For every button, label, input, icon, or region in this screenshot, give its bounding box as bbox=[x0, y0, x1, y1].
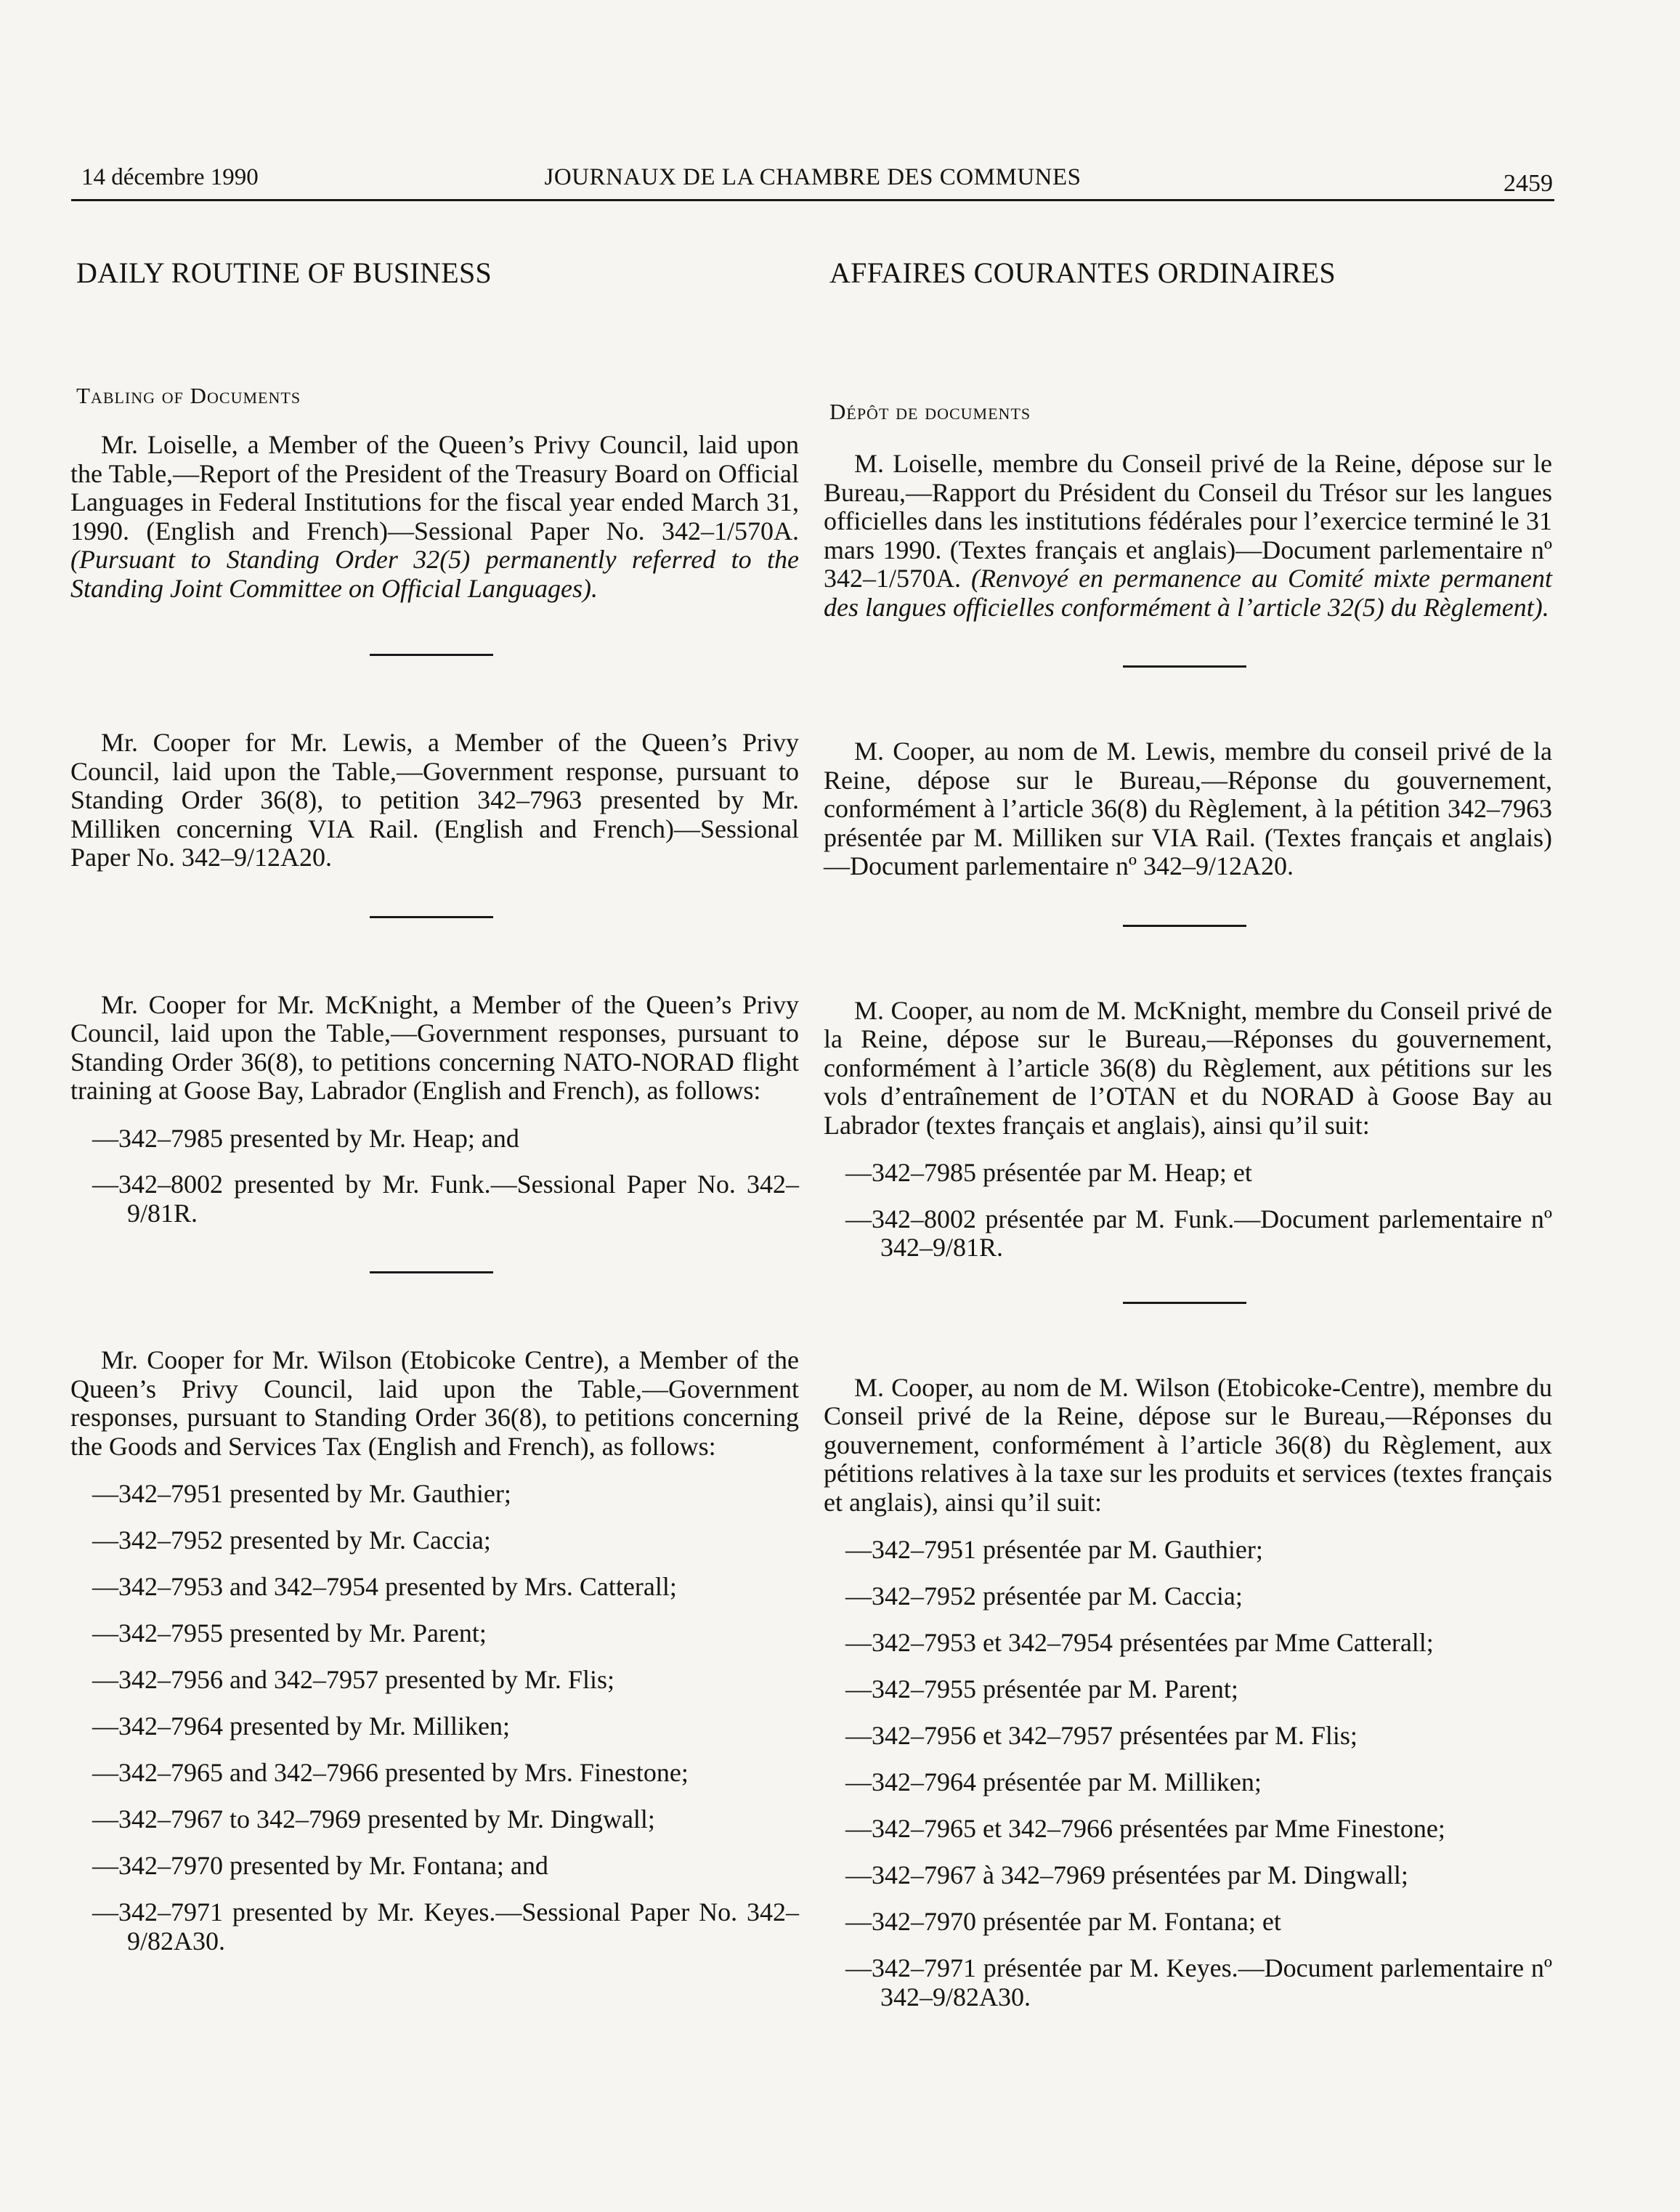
separator-rule bbox=[370, 654, 493, 656]
list-item: —342–8002 présentée par M. Funk.—Document parlementaire nº 342–9/81R. bbox=[845, 1204, 1552, 1262]
header-date: 14 décembre 1990 bbox=[81, 164, 259, 190]
paragraph-en-2: Mr. Cooper for Mr. Lewis, a Member of the Queen’s Privy Council, laid upon the Table,—Government response, pursuant to Standing Order 36(8), to petition 342–7963 presented by Mr. Milliken concerning VIA Rail. (English and French)—Sessional Paper No. 342–9/12A20. bbox=[70, 728, 799, 872]
paragraph-en-4: Mr. Cooper for Mr. Wilson (Etobicoke Centre), a Member of the Queen’s Privy Council, laid upon the Table,—Government responses, pursuant to Standing Order 36(8), to petitions concerning the Goods and Services Tax (English and French), as follows: bbox=[70, 1345, 799, 1461]
list-item: —342–7952 présentée par M. Caccia; bbox=[845, 1581, 1243, 1611]
list-item: —342–7955 presented by Mr. Parent; bbox=[92, 1619, 487, 1648]
list-item: —342–8002 presented by Mr. Funk.—Sessional Paper No. 342–9/81R. bbox=[92, 1170, 799, 1228]
list-item: —342–7964 présentée par M. Milliken; bbox=[845, 1767, 1262, 1796]
petition-list-en-2 bbox=[70, 1480, 799, 1956]
separator-rule bbox=[1123, 665, 1246, 668]
list-item: —342–7956 and 342–7957 presented by Mr. Flis; bbox=[92, 1665, 614, 1694]
list-item: —342–7967 to 342–7969 presented by Mr. Dingwall; bbox=[92, 1804, 655, 1834]
paragraph-en-3: Mr. Cooper for Mr. McKnight, a Member of the Queen’s Privy Council, laid upon the Table,—Government responses, pursuant to Standing Order 36(8), to petitions concerning NATO-NORAD flight training at Goose Bay, Labrador (English and French), as follows: bbox=[70, 989, 799, 1105]
petition-list-fr-2 bbox=[824, 1536, 1552, 2012]
list-item: —342–7967 à 342–7969 présentées par M. Dingwall; bbox=[845, 1860, 1408, 1889]
paragraph-fr-1-text: M. Loiselle, membre du Conseil privé de la Reine, dépose sur le Bureau,—Rapport du Président du Conseil du Trésor sur les langues officielles dans les institutions fédérales pour l’exercice terminé le 31 mars 1990. (Textes français et anglais)—Document parlementaire nº 342–1/570A. bbox=[824, 449, 1552, 593]
list-item: —342–7952 presented by Mr. Caccia; bbox=[92, 1526, 491, 1555]
english-column bbox=[70, 247, 799, 1974]
list-item: —342–7970 présentée par M. Fontana; et bbox=[845, 1907, 1281, 1936]
list-item: —342–7956 et 342–7957 présentées par M. Flis; bbox=[845, 1721, 1358, 1750]
list-item: —342–7965 et 342–7966 présentées par Mme Finestone; bbox=[845, 1814, 1445, 1843]
list-item: —342–7951 présentée par M. Gauthier; bbox=[845, 1535, 1263, 1564]
petition-list-fr-1 bbox=[824, 1159, 1552, 1263]
section-title-fr: AFFAIRES COURANTES ORDINAIRES bbox=[829, 256, 1336, 289]
paragraph-fr-4: M. Cooper, au nom de M. Wilson (Etobicoke-Centre), membre du Conseil privé de la Reine, dépose sur le Bureau,—Réponses du gouvernement, conformément à l’article 36(8) du Règlement, aux pétitions relatives à la taxe sur les produits et services (textes français et anglais), ainsi qu’il suit: bbox=[824, 1372, 1552, 1517]
list-item: —342–7965 and 342–7966 presented by Mrs. Finestone; bbox=[92, 1758, 689, 1787]
list-item: —342–7955 présentée par M. Parent; bbox=[845, 1674, 1238, 1703]
list-item: —342–7951 presented by Mr. Gauthier; bbox=[92, 1479, 511, 1508]
paragraph-fr-1-italic: (Renvoyé en permanence au Comité mixte permanent des langues officielles conformément à l’article 32(5) du Règlement). bbox=[824, 564, 1552, 622]
header-title: JOURNAUX DE LA CHAMBRE DES COMMUNES bbox=[544, 164, 1082, 190]
petition-list-en-1 bbox=[70, 1125, 799, 1228]
paragraph-en-1-text: Mr. Loiselle, a Member of the Queen’s Privy Council, laid upon the Table,—Report of the President of the Treasury Board on Official Languages in Federal Institutions for the fiscal year ended March 31, 1990. (English and French)—Sessional Paper No. 342–1/570A. bbox=[70, 430, 799, 546]
french-column bbox=[824, 247, 1552, 2030]
paragraph-en-1-italic: (Pursuant to Standing Order 32(5) permanently referred to the Standing Joint Committee on Official Languages). bbox=[70, 545, 799, 603]
paragraph-fr-2: M. Cooper, au nom de M. Lewis, membre du conseil privé de la Reine, dépose sur le Bureau,—Réponse du gouvernement, conformément à l’article 36(8) du Règlement, à la pétition 342–7963 présentée par M. Milliken sur VIA Rail. (Textes français et anglais)—Document parlementaire nº 342–9/12A20. bbox=[824, 737, 1552, 880]
separator-rule bbox=[370, 1271, 493, 1273]
list-item: —342–7964 presented by Mr. Milliken; bbox=[92, 1711, 510, 1741]
page-header bbox=[71, 161, 1554, 201]
list-item: —342–7953 and 342–7954 presented by Mrs. Catterall; bbox=[92, 1572, 677, 1601]
separator-rule bbox=[1123, 1302, 1246, 1304]
section-title-en: DAILY ROUTINE OF BUSINESS bbox=[76, 256, 492, 289]
list-item: —342–7985 présentée par M. Heap; et bbox=[845, 1158, 1252, 1187]
paragraph-fr-1 bbox=[824, 450, 1552, 622]
subtitle-en: Tabling of Documents bbox=[76, 383, 301, 408]
paragraph-en-1 bbox=[70, 431, 799, 603]
page-number: 2459 bbox=[1504, 170, 1553, 197]
separator-rule bbox=[1123, 925, 1246, 927]
list-item: —342–7971 presented by Mr. Keyes.—Sessional Paper No. 342–9/82A30. bbox=[92, 1897, 799, 1956]
list-item: —342–7985 presented by Mr. Heap; and bbox=[92, 1123, 519, 1153]
subtitle-fr: Dépôt de documents bbox=[829, 399, 1031, 424]
separator-rule bbox=[370, 916, 493, 918]
list-item: —342–7970 presented by Mr. Fontana; and bbox=[92, 1851, 548, 1880]
paragraph-fr-3: M. Cooper, au nom de M. McKnight, membre du Conseil privé de la Reine, dépose sur le Bureau,—Réponses du gouvernement, conformément à l’article 36(8) du Règlement, aux pétitions sur les vols d’entraînement de l’OTAN et du NORAD à Goose Bay au Labrador (textes français et anglais), ainsi qu’il suit: bbox=[824, 995, 1552, 1140]
list-item: —342–7971 présentée par M. Keyes.—Document parlementaire nº 342–9/82A30. bbox=[845, 1953, 1552, 2012]
list-item: —342–7953 et 342–7954 présentées par Mme Catterall; bbox=[845, 1628, 1434, 1657]
